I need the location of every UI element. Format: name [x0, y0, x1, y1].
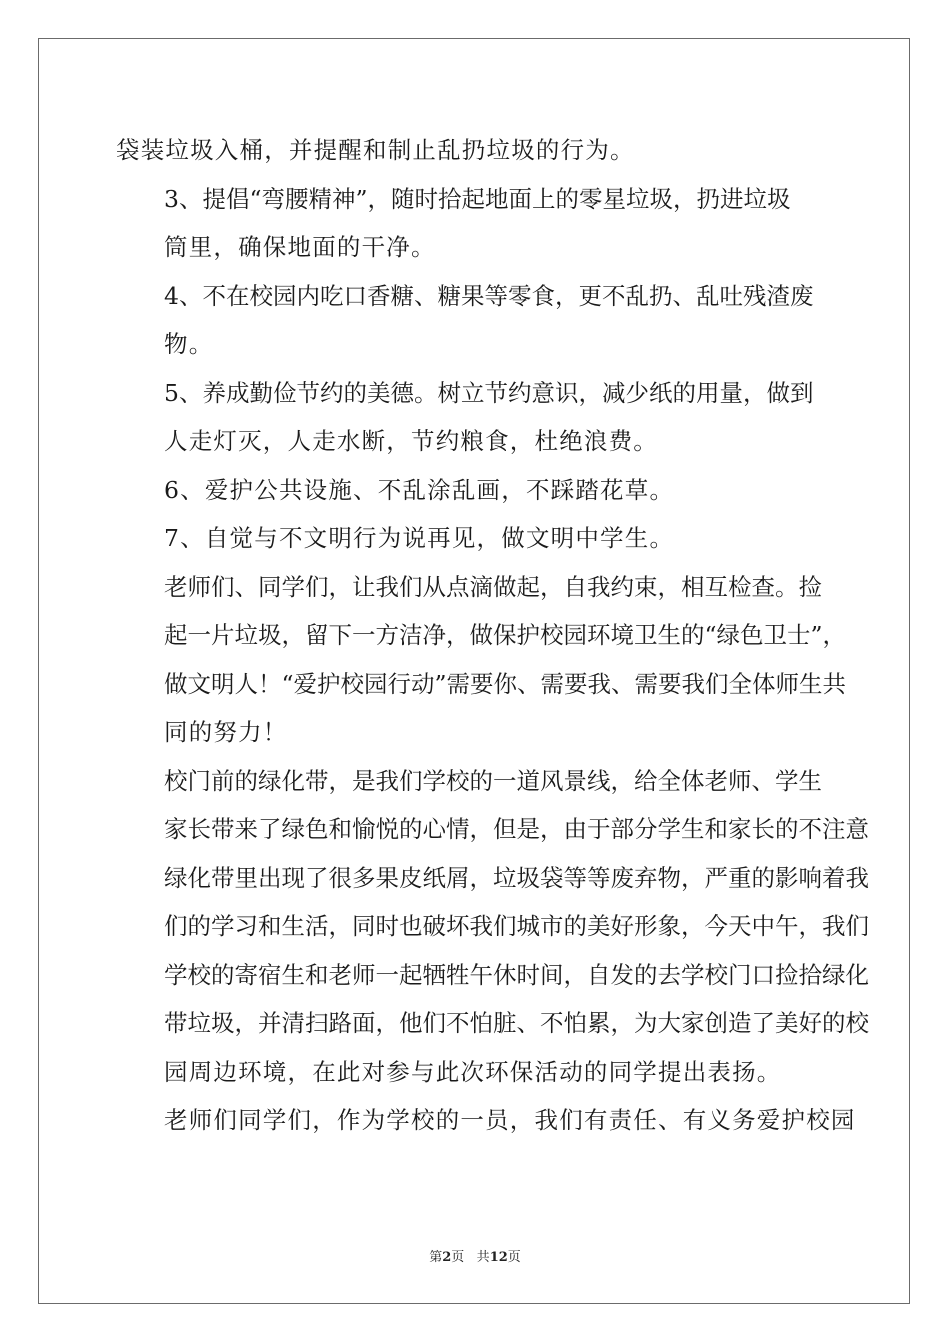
- document-body: [116, 126, 869, 1145]
- page-prefix: 第: [429, 1250, 443, 1265]
- text-line: 园周边环境，在此对参与此次环保活动的同学提出表扬。: [164, 1057, 782, 1086]
- total-suffix: 页: [507, 1250, 521, 1265]
- paragraph: [116, 466, 834, 515]
- text-line: 家长带来了绿色和愉悦的心情，但是，由于部分学生和家长的不注意: [164, 815, 869, 843]
- text-line: 同的努力！: [164, 718, 288, 746]
- paragraph: [116, 272, 834, 369]
- paragraph: [116, 369, 834, 466]
- text-line: 筒里，确保地面的干净。: [164, 233, 436, 261]
- text-line: 人走灯灭，人走水断，节约粮食，杜绝浪费。: [164, 427, 658, 455]
- text-line: 绿化带里出现了很多果皮纸屑，垃圾袋等等废弃物，严重的影响着我: [164, 863, 869, 892]
- page-suffix: 页: [451, 1250, 465, 1265]
- page-number: 2: [442, 1250, 452, 1265]
- text-line: 老师们同学们，作为学校的一员，我们有责任、有义务爱护校园: [164, 1106, 856, 1134]
- text-line: 袋装垃圾入桶，并提醒和制止乱扔垃圾的行为。: [116, 136, 635, 164]
- paragraph: [116, 175, 834, 272]
- text-line: 6、爱护公共设施、不乱涂乱画，不踩踏花草。: [164, 475, 675, 504]
- paragraph: [116, 757, 869, 1097]
- text-line: 3、提倡“弯腰精神”，随时拾起地面上的零星垃圾，扔进垃圾: [164, 184, 791, 213]
- paragraph: [116, 563, 847, 757]
- text-line: 4、不在校园内吃口香糖、糖果等零食，更不乱扔、乱吐残渣废: [164, 281, 814, 310]
- paragraph: [116, 514, 834, 563]
- text-line: 老师们、同学们，让我们从点滴做起，自我约束，相互检查。捡: [164, 572, 822, 601]
- text-line: 起一片垃圾，留下一方洁净，做保护校园环境卫生的“绿色卫士”，: [164, 621, 847, 649]
- text-line: 校门前的绿化带，是我们学校的一道风景线，给全体老师、学生: [164, 766, 822, 795]
- text-line: 学校的寄宿生和老师一起牺牲午休时间，自发的去学校门口捡拾绿化: [164, 960, 869, 989]
- text-line: 带垃圾，并清扫路面，他们不怕脏、不怕累，为大家创造了美好的校: [164, 1009, 869, 1037]
- paragraph: [116, 126, 834, 175]
- text-line: 物。: [164, 330, 214, 358]
- text-line: 7、自觉与不文明行为说再见，做文明中学生。: [164, 524, 675, 552]
- total-prefix: 共: [476, 1250, 490, 1265]
- text-line: 们的学习和生活，同时也破坏我们城市的美好形象，今天中午，我们: [164, 912, 869, 940]
- paragraph: [116, 1096, 856, 1145]
- text-line: 做文明人！“爱护校园行动”需要你、需要我、需要我们全体师生共: [164, 669, 847, 698]
- total-pages: 12: [489, 1250, 508, 1265]
- page-footer: [0, 1246, 950, 1265]
- text-line: 5、养成勤俭节约的美德。树立节约意识，减少纸的用量，做到: [164, 378, 814, 407]
